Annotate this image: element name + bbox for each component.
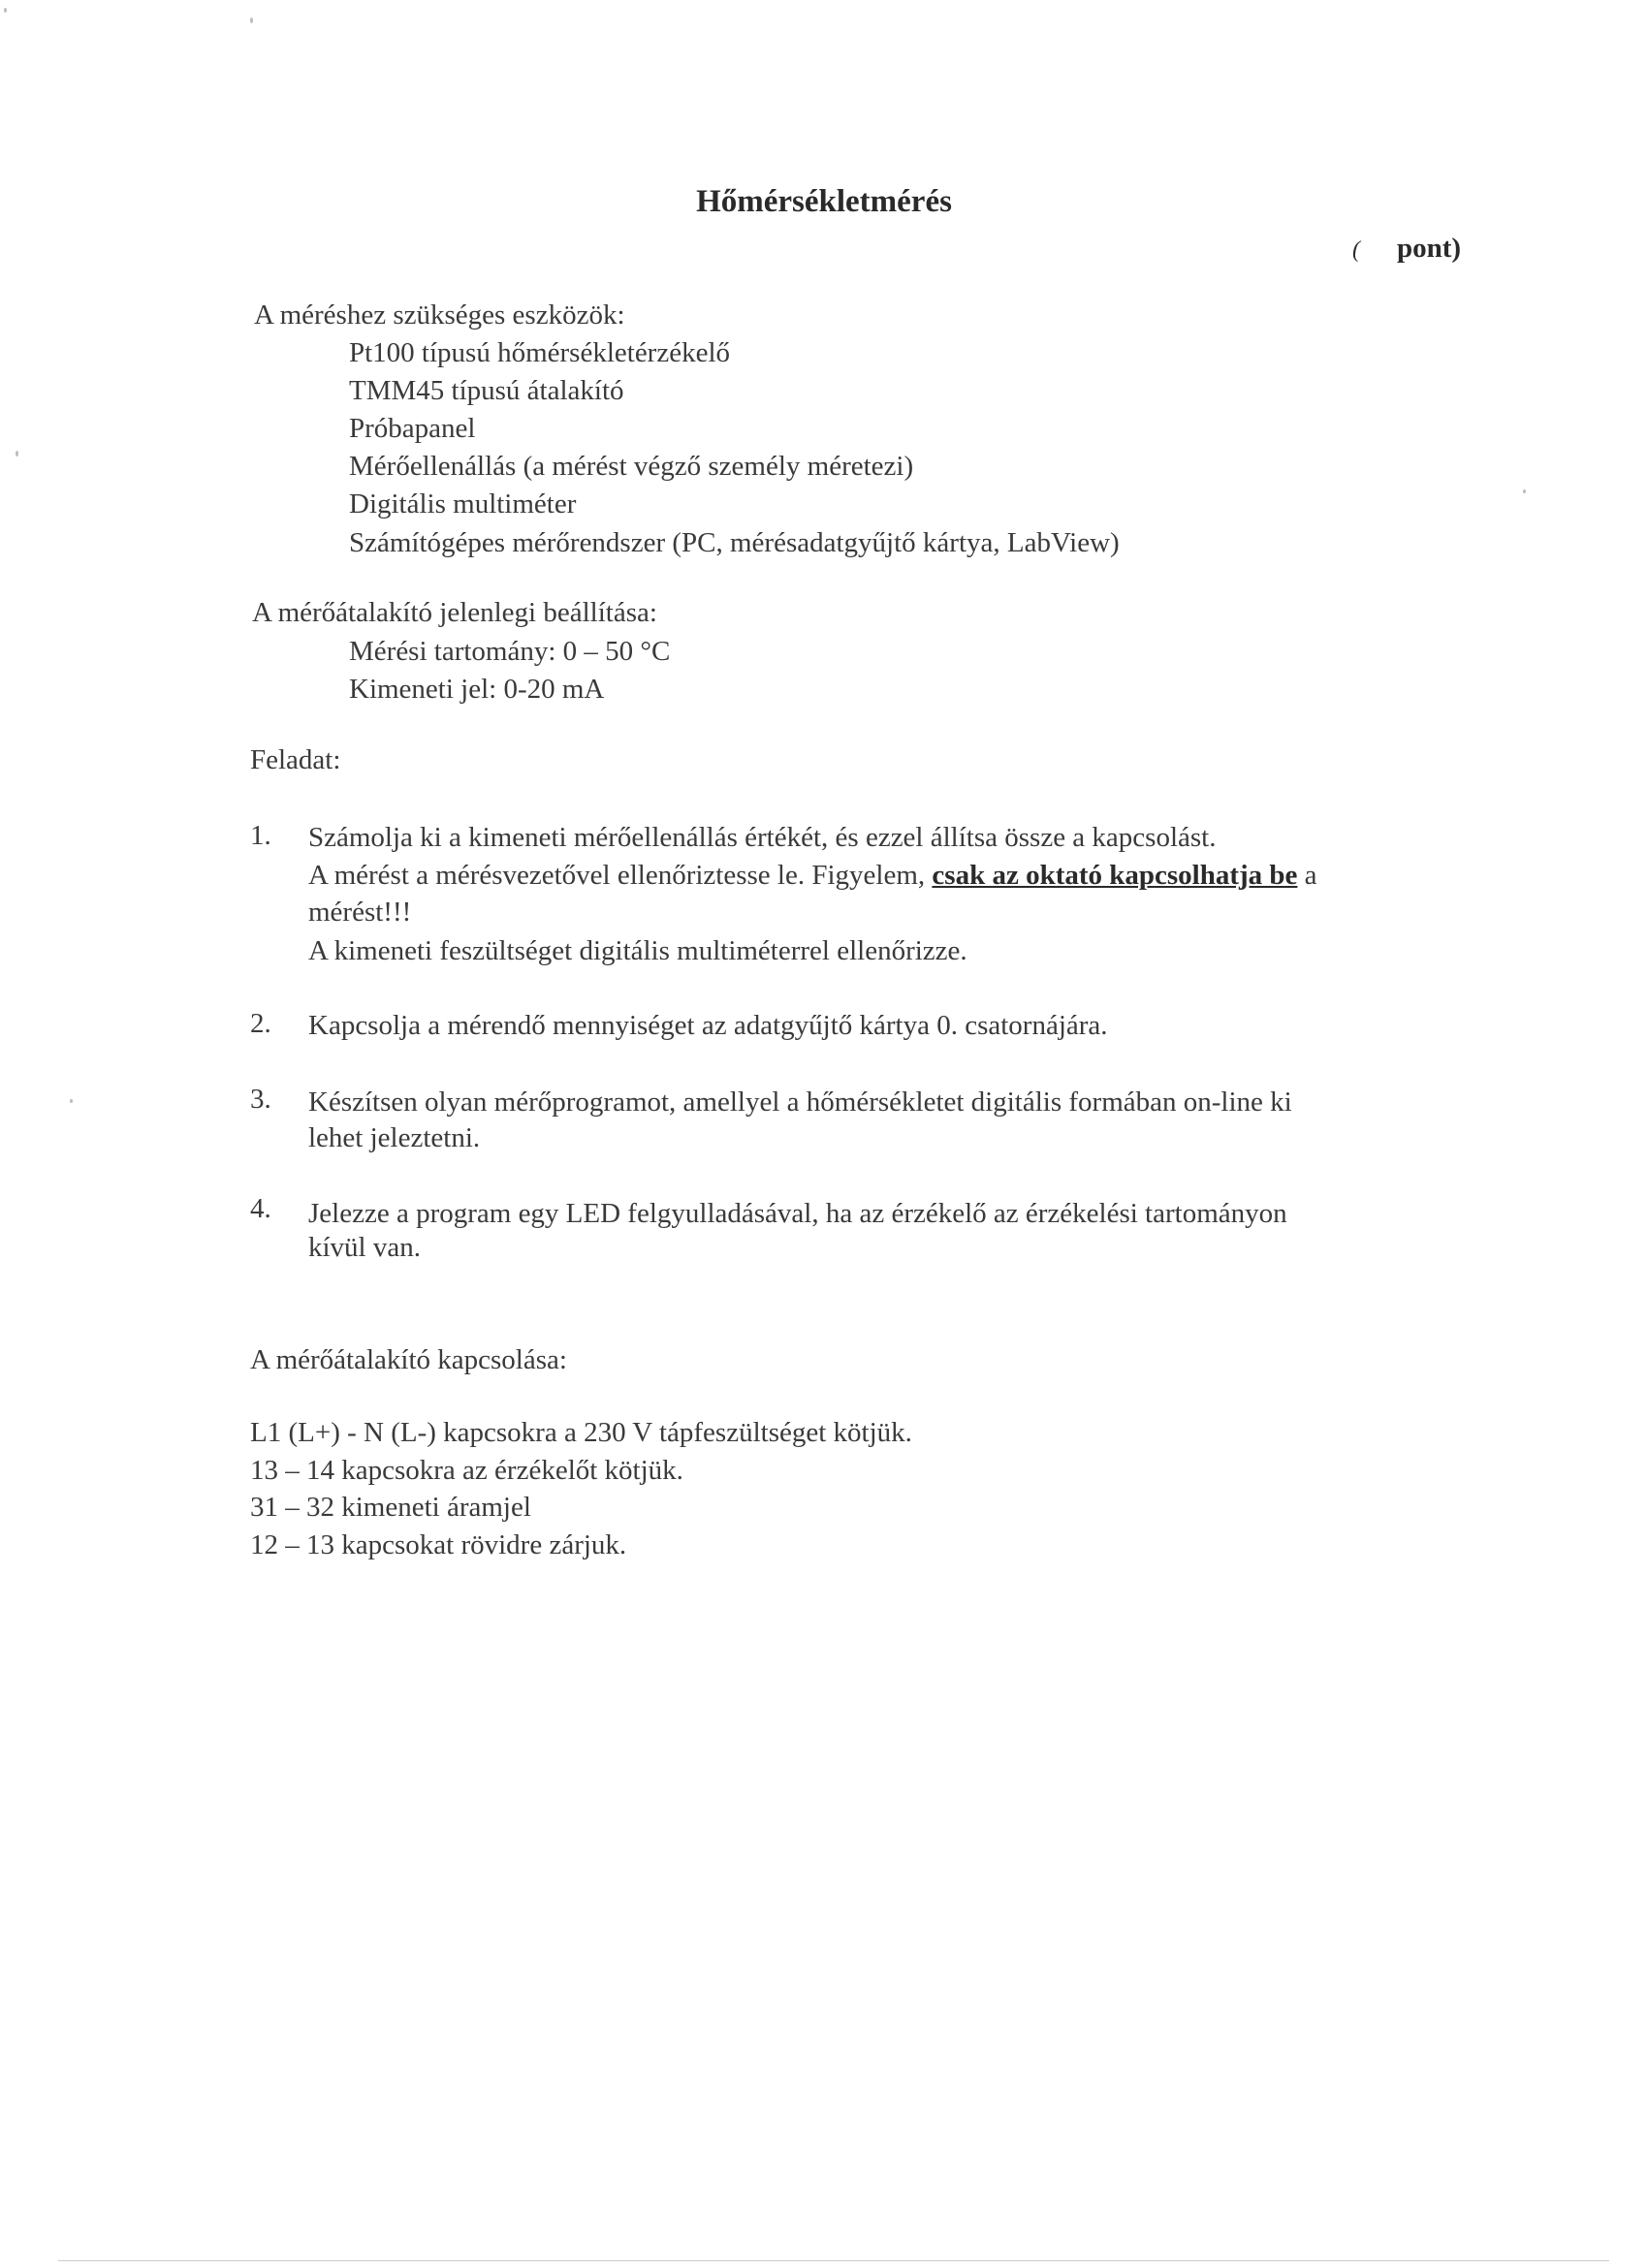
task-number: 1. [250,820,271,851]
task-text: Jelezze a program egy LED felgyulladásával, ha az érzékelő az érzékelési tartományon [308,1198,1287,1229]
warning-text: csak az oktató kapcsolhatja be [932,860,1298,891]
task-number: 2. [250,1008,271,1039]
scan-speck [4,8,7,13]
task-text: kívül van. [308,1232,421,1263]
task-text: Számolja ki a kimeneti mérőellenállás értékét, és ezzel állítsa össze a kapcsolást. [308,822,1217,853]
settings-heading: A mérőátalakító jelenlegi beállítása: [252,597,657,628]
tool-item: Próbapanel [349,413,476,444]
settings-item: Mérési tartomány: 0 – 50 °C [349,636,671,667]
tool-item: TMM45 típusú átalakító [349,375,624,406]
task-text-part: a [1297,860,1317,891]
task-number: 4. [250,1193,271,1224]
settings-item: Kimeneti jel: 0-20 mA [349,674,605,705]
tool-item: Számítógépes mérőrendszer (PC, mérésadatgyűjtő kártya, LabView) [349,527,1120,558]
scan-speck [16,451,18,457]
task-text: Kapcsolja a mérendő mennyiséget az adatgyűjtő kártya 0. csatornájára. [308,1010,1108,1041]
wiring-line: 13 – 14 kapcsokra az érzékelőt kötjük. [250,1455,683,1486]
tool-item: Mérőellenállás (a mérést végző személy méretezi) [349,451,914,482]
wiring-line: 31 – 32 kimeneti áramjel [250,1492,531,1523]
wiring-heading: A mérőátalakító kapcsolása: [250,1344,567,1375]
scan-speck [70,1099,73,1103]
tool-item: Digitális multiméter [349,488,577,520]
scan-speck [1523,489,1526,493]
points-field [1352,233,1461,265]
task-text: Készítsen olyan mérőprogramot, amellyel a hőmérsékletet digitális formában on-line ki [308,1087,1292,1118]
task-number: 3. [250,1084,271,1115]
task-text [308,857,1317,894]
scan-edge-line [58,2260,1609,2261]
task-text: lehet jeleztetni. [308,1122,481,1153]
tools-heading: A méréshez szükséges eszközök: [254,299,625,331]
task-text-part: A mérést a mérésvezetővel ellenőriztesse le. Figyelem, [308,860,933,891]
task-text: A kimeneti feszültséget digitális multiméterrel ellenőrizze. [308,935,967,966]
task-text: mérést!!! [308,897,412,928]
task-heading: Feladat: [250,744,341,775]
page-title: Hőmérsékletmérés [696,184,952,219]
points-paren: ( [1352,237,1360,263]
scan-speck [250,17,253,23]
tool-item: Pt100 típusú hőmérsékletérzékelő [349,337,731,368]
points-label: pont) [1397,233,1462,264]
wiring-line: L1 (L+) - N (L-) kapcsokra a 230 V tápfeszültséget kötjük. [250,1417,912,1448]
wiring-line: 12 – 13 kapcsokat rövidre zárjuk. [250,1529,627,1560]
